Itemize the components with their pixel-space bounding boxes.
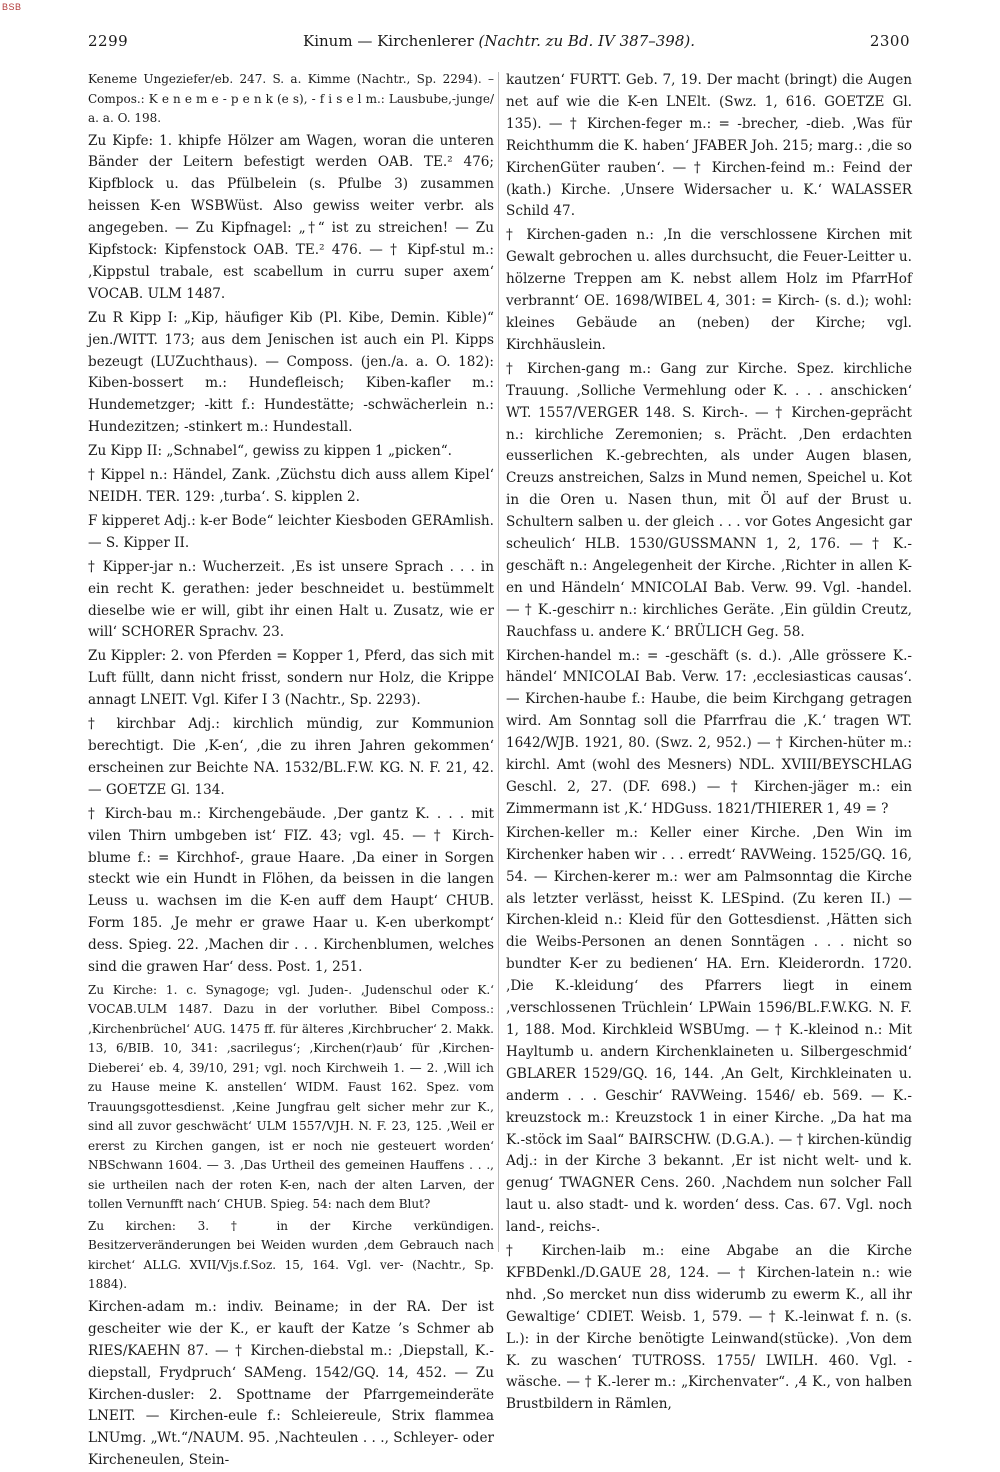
entry-paragraph: Zu Kippler: 2. von Pferden = Kopper 1, Pferd, das sich mit Luft füllt, dann nicht frisst, sondern nur Holz, die Krippe annagt LNEIT. Vgl. Kifer I 3 (Nachtr., Sp. 2293). [88, 648, 494, 709]
running-head [88, 32, 910, 50]
entry-paragraph: Zu Kirche: 1. c. Synagoge; vgl. Juden-. ‚Judenschul oder K.‘ VOCAB.ULM 1487. Dazu in der vorluther. Bibel Composs.: ‚Kirchenbrüchel‘ AUG. 1475 ff. für älteres ‚Kirchbrucher‘ 2. Makk. 13, 6/BIB. 10, 341: ‚sacrilegus‘; ‚Kirchen(r)aub‘ für ‚Kirchen-Dieberei‘ eb. 4, 39/10, 291; vgl. noch Kirchweih 1. — 2. ‚Will ich zu Hause meine K. anstellen‘ WIDM. Faust 162. Spez. vom Trauungsgottesdienst. ‚Keine Jungfrau gelt sicher mehr zur K., sind all zuvor geschwächt‘ ULM 1557/VJH. N. F. 23, 125. ‚Weil er ererst zu Kirchen gangen, ist er noch nie gesteuert worden‘ NBSchwann 1604. — 3. ‚Das Urtheil des gemeinen Hauffens . . ., sie urtheilen nach der roten K-en, nach der alten Larven, der tollen Vernunfft nach‘ CHUB. Spieg. 54: nach dem Blut? [88, 982, 494, 1212]
left-column [88, 70, 494, 1469]
running-head-reference: (Nachtr. zu Bd. IV 387–398). [478, 32, 695, 50]
page-header [88, 32, 910, 54]
entry-paragraph: † Kirch-bau m.: Kirchengebäude. ‚Der gantz K. . . . mit vilen Thirn umbgeben ist‘ FIZ. 43; vgl. 45. — † Kirch-blume f.: = Kirchhof-, graue Haare. ‚Da einer in Sorgen steckt wie ein Hundt in Flöhen, da beissen in die langen Leuss u. wachsen im die K-en auff dem Haupt‘ CHUB. Form 185. ‚Je mehr er grawe Haar u. K-en uberkompt‘ dess. Spieg. 22. ‚Machen dir . . . Kirchenblumen, welches sind die grawen Har‘ dess. Post. 1, 251. [88, 805, 494, 976]
right-column [506, 70, 912, 1413]
entry-paragraph: † Kirchen-gang m.: Gang zur Kirche. Spez. kirchliche Trauung. ‚Solliche Vermehlung oder K. . . . anschicken‘ WT. 1557/VERGER 148. S. Kirch-. — † Kirchen-geprächt n.: kirchliche Zeremonien; s. Prächt. ‚Den erdachten eusserlichen K.-gebrechten, als under Augen blasen, Creuzs anstreichen, Salzs in Mund nemen, Speichel u. Kot in die Oren u. Nasen thun, mit Öl auf der Brust u. Schultern salben u. der gleich . . . vor Gotes Angesicht gar scheulich‘ HLB. 1530/GUSSMANN 1, 2, 176. — † K.-geschäft n.: Angelegenheit der Kirche. ‚Richter in allen K-en und Händeln‘ MNICOLAI Bab. Verw. 99. Vgl. -handel. — † K.-geschirr n.: kirchliches Geräte. ‚Ein güldin Creutz, Rauchfass u. andere K.‘ BRÜLICH Geg. 58. [506, 360, 912, 640]
page-number-left: 2299 [88, 32, 129, 50]
entry-paragraph: † Kirchen-laib m.: eine Abgabe an die Kirche KFBDenkl./D.GAUE 28, 124. — † Kirchen-latein n.: wie nhd. ‚So mercket nun diss widerumb zu ewerm K., all ihr Gewaltige‘ CDIET. Weisb. 1, 579. — † K.-leinwat f. n. (s. L.): in der Kirche benötigte Leinwand(stücke). ‚Von dem K. zu waschen‘ TUTROSS. 1755/ LWILH. 460. Vgl. -wäsche. — † K.-lerer m.: „Kirchenvater“. ‚4 K., von halben Brustbildern in Rämlen, [506, 1243, 912, 1413]
entry-paragraph: kautzen‘ FURTT. Geb. 7, 19. Der macht (bringt) die Augen net auf wie die K-en LNElt. (Swz. 1, 616. GOETZE Gl. 135). — † Kirchen-feger m.: = -brecher, -dieb. ‚Was für Reichthumm die K. haben‘ JFABER Joh. 215; marg.: ‚die so KirchenGüter rauben‘. — † Kirchen-feind m.: Feind der (kath.) Kirche. ‚Unsere Widersacher u. K.‘ WALASSER Schild 47. [506, 72, 912, 220]
entry-paragraph: † Kippel n.: Händel, Zank. ‚Züchstu dich auss allem Kipel‘ NEIDH. TER. 129: ‚turba‘. S. kipplen 2. [88, 467, 494, 505]
running-head-title: Kinum — Kirchenlerer [303, 32, 474, 50]
library-stamp: BSB [2, 2, 22, 12]
entry-paragraph: F kipperet Adj.: k-er Bode“ leichter Kiesboden GERAmlish. — S. Kipper II. [88, 512, 494, 551]
entry-paragraph: Kirchen-keller m.: Keller einer Kirche. ‚Den Win im Kirchenker haben wir . . . erredt‘ RAVWeing. 1525/GQ. 16, 54. — Kirchen-kerer m.: wer am Palmsonntag die Kirche als letzter verlässt, heisst K. LESpind. (Zu keren II.) — Kirchen-kleid n.: Kleid für den Gottesdienst. ‚Hätten sich die Weibs-Personen an denen Sonntägen . . . nicht so bundter K-er zu bedienen‘ HA. Ern. Kleiderordn. 1720. ‚Die K.-kleidung‘ des Pfarrers liegt in einem ‚verschlossenen Trüchlein‘ LPWain 1596/BL.F.W.KG. N. F. 1, 188. Mod. Kirchkleid WSBUmg. — † K.-kleinod n.: Mit Hayltumb u. andern Kirchenklaineten u. Silbergeschmid‘ GBLARER 1529/GQ. 16, 144. ‚An Gelt, Kirchkleinaten u. anderm . . . Geschir‘ RAVWeing. 1546/ eb. 569. — K.-kreuzstock m.: Kreuzstock 1 in einer Kirche. „Da hat ma K.-stöck im Saal“ BAIRSCHW. (D.G.A.). — † kirchen-kündig Adj.: in der Kirche 3 bekannt. ‚Er ist nicht welt- und k. genug‘ TWAGNER Cens. 260. ‚Nachdem nun solcher Fall laut u. also stadt- und k. worden‘ dess. Cas. 67. Vgl. noch land-, reichs-. [506, 824, 912, 1236]
entry-paragraph: † kirchbar Adj.: kirchlich mündig, zur Kommunion berechtigt. Die ‚K-en‘, ‚die zu ihren Jahren gekommen‘ erscheinen zur Beichte NA. 1532/BL.F.W. KG. N. F. 21, 42. — GOETZE Gl. 134. [88, 716, 494, 798]
column-divider [498, 72, 499, 1252]
entry-paragraph: Zu kirchen: 3. † in der Kirche verkündigen. Besitzerveränderungen bei Weiden wurden ‚dem Gebrauch nach kirchet‘ ALLG. XVII/Vjs.f.Soz. 15, 164. Vgl. ver- (Nachtr., Sp. 1884). [88, 1218, 494, 1292]
page-number-right: 2300 [869, 32, 910, 50]
entry-paragraph: Keneme Ungeziefer/eb. 247. S. a. Kimme (Nachtr., Sp. 2294). – Compos.: K e n e m e - p e n k (e s), - f i s e l m.: Lausbube,-junge/ a. a. O. 198. [88, 72, 494, 125]
entry-paragraph: Kirchen-handel m.: = -geschäft (s. d.). ‚Alle grössere K.-händel‘ MNICOLAI Bab. Verw. 17: ‚ecclesiasticas causas‘. — Kirchen-haube f.: Haube, die beim Kirchgang getragen wird. Am Sonntag soll die Pfarrfrau die ‚K.‘ tragen WT. 1642/WJB. 1921, 80. (Swz. 2, 952.) — † Kirchen-hüter m.: kirchl. Amt (wohl des Mesners) NDL. XVIII/BEYSCHLAG Geschl. 2, 27. (DF. 698.) — † Kirchen-jäger m.: ein Zimmermann ist ‚K.‘ HDGuss. 1821/THIERER 1, 49 = ? [506, 647, 912, 817]
entry-paragraph: Zu Kipfe: 1. khipfe Hölzer am Wagen, woran die unteren Bänder der Leitern befestigt werden OAB. TE.² 476; Kipfblock u. das Pfülbelein (s. Pfulbe 3) zusammen heissen K-en WSBWüst. Also gewiss weiter verbr. als angegeben. — Zu Kipfnagel: „†“ ist zu streichen! — Zu Kipfstock: Kipfenstock OAB. TE.² 476. — † Kipf-stul m.: ‚Kippstul trabale, est scabellum in curru super axem‘ VOCAB. ULM 1487. [88, 132, 494, 302]
entry-paragraph: Zu R Kipp I: „Kip, häufiger Kib (Pl. Kibe, Demin. Kible)“ jen./WITT. 173; aus dem Jenischen ist auch ein Pl. Kipps bezeugt (LUZuchthaus). — Composs. (jen./a. a. O. 182): Kiben-bossert m.: Hundefleisch; Kiben-kafler m.: Hundemetzger; -kitt f.: Hundestätte; -schwächerlein n.: Hundezitzen; -stinkert m.: Hundestall. [88, 309, 494, 436]
entry-paragraph: Zu Kipp II: „Schnabel“, gewiss zu kippen 1 „picken“. [88, 443, 452, 460]
entry-paragraph: † Kirchen-gaden n.: ‚In die verschlossene Kirchen mit Gewalt gebrochen u. alles durchsucht, die Feuer-Leitter u. hölzerne Treppen am K. nebst allem Holz im PfarrHof verbrannt‘ OE. 1698/WIBEL 4, 301: = Kirch- (s. d.); wohl: kleines Gebäude an (neben) der Kirche; vgl. Kirchhäuslein. [506, 227, 912, 353]
entry-paragraph: † Kipper-jar n.: Wucherzeit. ‚Es ist unsere Sprach . . . in ein recht K. gerathen: jeder beschneidet u. bestümmelt dieselbe wie er will, gibt ihr einen Halt u. Zusatz, wie er will‘ SCHORER Sprachv. 23. [88, 558, 494, 641]
entry-paragraph: Kirchen-adam m.: indiv. Beiname; in der RA. Der ist gescheiter wie der K., er kauft der Katze ’s Schmer ab RIES/KAEHN 87. — † Kirchen-diebstal m.: ‚Diepstall, K.-diepstall, Frydpruch‘ SAMeng. 1542/GQ. 14, 452. — Zu Kirchen-dusler: 2. Spottname der Pfarrgemeinderäte LNEIT. — Kirchen-eule f.: Schleiereule, Strix flammea LNUmg. „Wt.“/NAUM. 95. ‚Nachteulen . . ., Schleyer- oder Kircheneulen, Stein- [88, 1298, 494, 1469]
